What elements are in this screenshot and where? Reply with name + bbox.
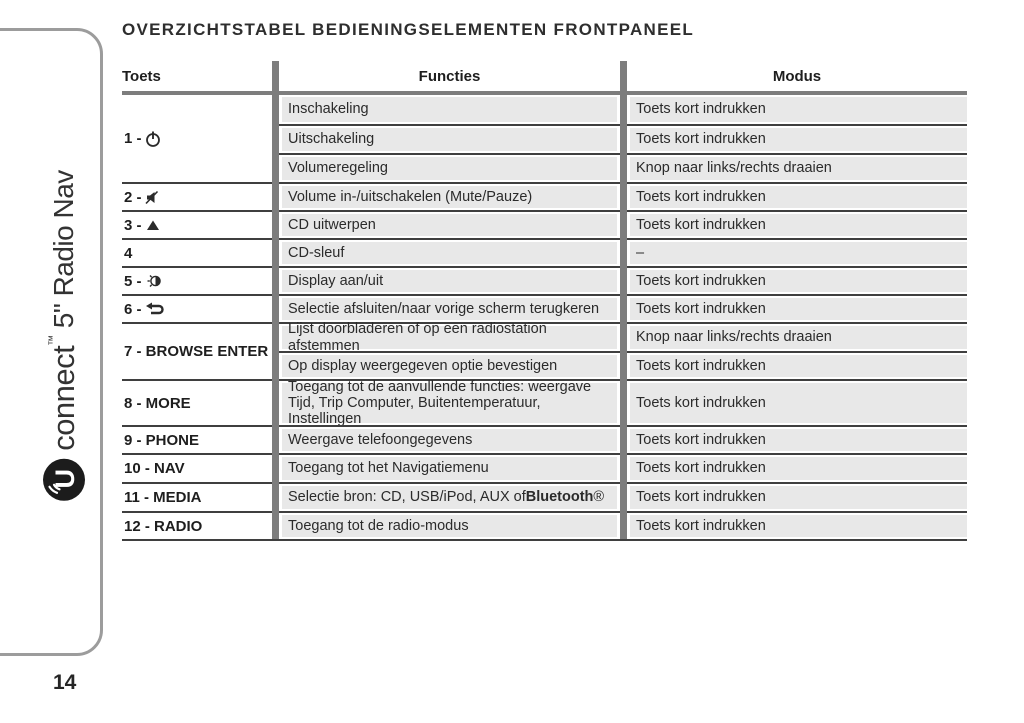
modus-cell — [627, 210, 967, 238]
functie-text: Uitschakeling — [288, 131, 375, 148]
functie-text: Selectie bron: CD, USB/iPod, AUX of — [288, 489, 526, 506]
key-label: 5 - — [124, 272, 142, 290]
key-cell — [122, 266, 272, 294]
functie-text: CD-sleuf — [288, 244, 345, 261]
modus-cell — [627, 294, 967, 322]
svg-text:U: U — [50, 469, 80, 489]
key-label: 6 - — [124, 300, 142, 318]
functie-cell — [279, 378, 620, 428]
key-label: 10 - NAV — [124, 460, 185, 477]
functie-text: Inschakeling — [288, 101, 369, 118]
key-label: 7 - BROWSE ENTER — [124, 343, 269, 360]
key-cell — [122, 453, 272, 482]
modus-text: Toets kort indrukken — [636, 216, 766, 233]
key-cell — [122, 238, 272, 266]
column-divider — [272, 61, 279, 539]
header-modus: Modus — [772, 67, 822, 85]
header-toets: Toets — [122, 67, 161, 85]
key-label: 3 - — [124, 216, 142, 234]
display-icon — [145, 273, 163, 289]
modus-text: Toets kort indrukken — [636, 489, 766, 506]
functie-cell — [279, 95, 620, 124]
controls-table — [122, 61, 967, 541]
functie-text: Selectie afsluiten/naar vorige scherm terugkeren — [288, 300, 600, 317]
functie-cell — [279, 425, 620, 453]
key-cell — [122, 482, 272, 511]
functie-cell — [279, 210, 620, 238]
modus-cell — [627, 238, 967, 266]
modus-cell — [627, 182, 967, 210]
key-cell — [122, 511, 272, 539]
key-cell — [122, 425, 272, 453]
modus-cell — [627, 153, 967, 182]
functie-text: Weergave telefoongegevens — [288, 431, 473, 448]
functie-text: CD uitwerpen — [288, 216, 376, 233]
modus-text: Toets kort indrukken — [636, 131, 766, 148]
key-cell — [122, 210, 272, 238]
modus-cell — [627, 511, 967, 539]
key-label: 12 - RADIO — [124, 517, 203, 535]
functie-text: Toegang tot de aanvullende functies: weergave Tijd, Trip Computer, Buitentemperatuur, Instellingen — [288, 378, 592, 428]
functie-text: Toegang tot het Navigatiemenu — [288, 460, 489, 477]
modus-text: Knop naar links/rechts draaien — [636, 329, 832, 346]
brand-model: 5" Radio Nav — [48, 170, 79, 329]
eject-icon — [145, 219, 161, 232]
modus-text: Toets kort indrukken — [636, 188, 766, 205]
functie-cell — [279, 511, 620, 539]
modus-cell — [627, 322, 967, 351]
modus-cell — [627, 453, 967, 482]
key-cell — [122, 294, 272, 322]
modus-cell — [627, 425, 967, 453]
key-cell — [122, 182, 272, 210]
modus-text: – — [636, 244, 645, 261]
functie-cell — [279, 124, 620, 153]
functie-cell — [279, 238, 620, 266]
modus-text: Toets kort indrukken — [636, 101, 766, 118]
page-title: OVERZICHTSTABEL BEDIENINGSELEMENTEN FRONTPANEEL — [122, 20, 695, 39]
brand-vertical — [42, 170, 86, 502]
modus-text: Toets kort indrukken — [636, 460, 766, 477]
page-number: 14 — [53, 671, 77, 694]
uconnect-logo-icon — [42, 458, 86, 502]
functie-text: Volumeregeling — [288, 160, 388, 177]
key-cell — [122, 95, 272, 182]
functie-cell — [279, 351, 620, 379]
functie-cell — [279, 453, 620, 482]
functie-text: Lijst doorbladeren of op een radiostation afstemmen — [288, 321, 547, 354]
modus-cell — [627, 482, 967, 511]
brand-name — [46, 335, 82, 451]
back-icon — [145, 302, 166, 316]
modus-cell — [627, 124, 967, 153]
modus-text: Toets kort indrukken — [636, 394, 766, 411]
key-label: 11 - MEDIA — [124, 489, 202, 506]
key-label: 1 - — [124, 130, 142, 147]
functie-cell — [279, 321, 620, 354]
modus-cell — [627, 351, 967, 379]
modus-text: Toets kort indrukken — [636, 300, 766, 317]
modus-text: Toets kort indrukken — [636, 272, 766, 289]
mute-icon — [145, 190, 161, 205]
functie-cell — [279, 482, 620, 511]
modus-cell — [627, 95, 967, 124]
header-functies: Functies — [418, 67, 481, 85]
key-label: 9 - PHONE — [124, 431, 200, 449]
functie-cell — [279, 294, 620, 322]
key-label: 2 - — [124, 188, 142, 206]
power-icon — [145, 130, 161, 147]
trademark-symbol: ™ — [47, 335, 59, 346]
modus-cell — [627, 379, 967, 425]
modus-text: Toets kort indrukken — [636, 431, 766, 448]
brand-name-text: connect — [46, 345, 81, 451]
functie-text: Display aan/uit — [288, 272, 384, 289]
functie-text: ® — [593, 489, 605, 506]
functie-cell — [279, 153, 620, 182]
functie-text-bold: Bluetooth — [525, 489, 594, 506]
modus-text: Toets kort indrukken — [636, 357, 766, 374]
key-cell — [122, 379, 272, 425]
key-label: 8 - MORE — [124, 394, 191, 412]
functie-cell — [279, 182, 620, 210]
functie-text: Volume in-/uitschakelen (Mute/Pauze) — [288, 188, 533, 205]
column-divider — [620, 61, 627, 539]
modus-text: Toets kort indrukken — [636, 517, 766, 534]
functie-cell — [279, 266, 620, 294]
modus-cell — [627, 266, 967, 294]
key-label: 4 — [124, 244, 133, 262]
functie-text: Op display weergegeven optie bevestigen — [288, 357, 558, 374]
key-cell — [122, 322, 272, 379]
modus-text: Knop naar links/rechts draaien — [636, 160, 832, 177]
functie-text: Toegang tot de radio-modus — [288, 517, 469, 534]
